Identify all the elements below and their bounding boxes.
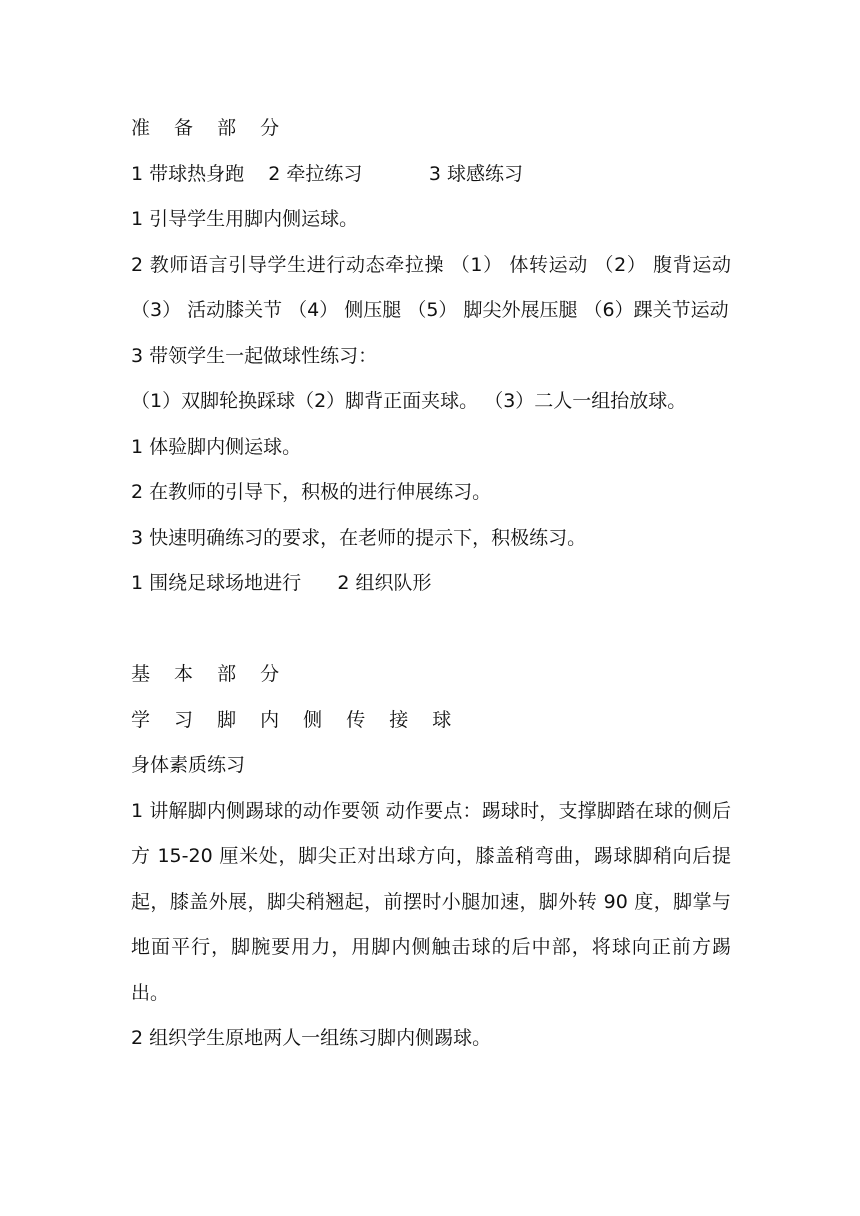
- section-heading-prep: 准 备 部 分: [131, 117, 289, 139]
- prep-ball-drills: （1）双脚轮换踩球（2）脚背正面夹球。 （3）二人一组抬放球。: [131, 390, 687, 412]
- prep-items-line: 1 带球热身跑 2 牵拉练习 3 球感练习: [131, 162, 523, 185]
- basic-fitness: 身体素质练习: [131, 754, 246, 776]
- document-body: [131, 106, 731, 1062]
- prep-teacher-step-1: 1 引导学生用脚内侧运球。: [131, 208, 359, 230]
- prep-teacher-step-3: 3 带领学生一起做球性练习：: [131, 344, 378, 367]
- section-spacer: [131, 607, 731, 653]
- basic-step-1: 1 讲解脚内侧踢球的动作要领 动作要点：踢球时，支撑脚踏在球的侧后方 15-20 厘米处，脚尖正对出球方向，膝盖稍弯曲，踢球脚稍向后提起，膝盖外展，脚尖稍翘起，前摆时小腿加速，脚外转 90 度，脚掌与地面平行，脚腕要用力，用脚内侧触击球的后中部，将球向正前方踢出。: [131, 799, 731, 1004]
- basic-topic: 学 习 脚 内 侧 传 接 球: [131, 708, 461, 731]
- prep-student-step-2: 2 在教师的引导下，积极的进行伸展练习。: [131, 481, 492, 503]
- section-heading-basic: 基 本 部 分: [131, 663, 289, 685]
- prep-student-step-1: 1 体验脚内侧运球。: [131, 435, 302, 458]
- prep-organization: 1 围绕足球场地进行 2 组织队形: [131, 572, 432, 594]
- basic-step-2: 2 组织学生原地两人一组练习脚内侧踢球。: [131, 1027, 492, 1049]
- prep-student-step-3: 3 快速明确练习的要求，在老师的提示下，积极练习。: [131, 526, 587, 549]
- prep-teacher-step-2: 2 教师语言引导学生进行动态牵拉操 （1） 体转运动 （2） 腹背运动（3） 活动膝关节 （4） 侧压腿 （5） 脚尖外展压腿 （6）踝关节运动: [131, 253, 731, 321]
